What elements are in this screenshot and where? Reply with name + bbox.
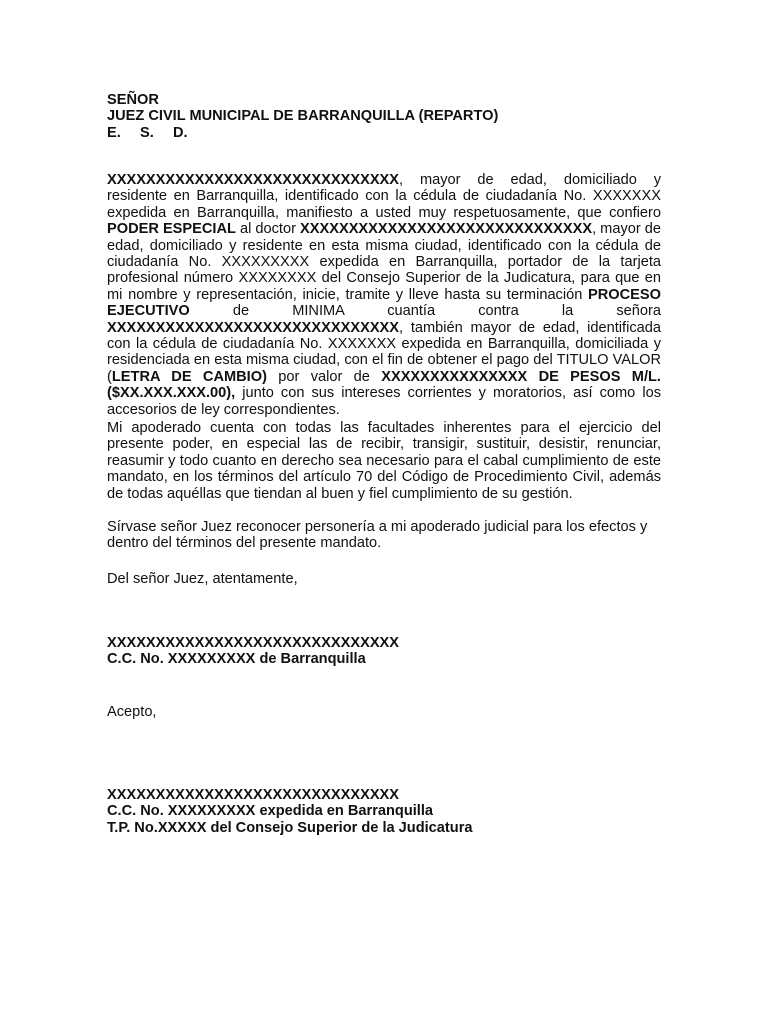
- accept-line: Acepto,: [107, 704, 157, 720]
- paragraph-text: , mayor de edad, domiciliado y residente en Barranquilla, identificado con la cédula de ciudadanía No. XXXXXXX expedida en Barranquilla, manifiesto a usted muy respetuosamente, que confiero: [107, 172, 661, 221]
- signature-block-attorney: [107, 787, 661, 836]
- closing-line: Del señor Juez, atentamente,: [107, 571, 298, 587]
- grantor-id: C.C. No. XXXXXXXXX de Barranquilla: [107, 651, 366, 668]
- esd-line: [107, 125, 661, 141]
- esd-d: D.: [173, 124, 188, 141]
- bold-amount: XXXXXXXXXXXXXXX DE PESOS M/L. ($XX.XXX.XXX.00),: [107, 368, 661, 402]
- bold-proceso-ejecutivo: PROCESO EJECUTIVO: [107, 286, 661, 320]
- signature-block-grantor: [107, 635, 661, 668]
- esd-e: E.: [107, 124, 121, 141]
- addressee-block: [107, 92, 661, 141]
- bold-poder-especial: PODER ESPECIAL: [107, 221, 236, 238]
- paragraph-text: , también mayor de edad, identificada con la cédula de ciudadanía No. XXXXXXX expedida en Barranquilla, domiciliada y residenciada en esta misma ciudad, con el fin de obtener el pago del TITULO VALOR (: [107, 319, 661, 385]
- paragraph-grant: [107, 172, 661, 418]
- paragraph-text: , mayor de edad, domiciliado y residente en esta misma ciudad, identificado con la cédula de ciudadanía No. XXXXXXXXX expedida en Barranquilla, portador de la tarjeta profesional número XXXXXXXX del Consejo Superior de la Judicatura, para que en mi nombre y representación, inicie, tramite y lleve hasta su terminación: [107, 221, 662, 303]
- grantor-name: XXXXXXXXXXXXXXXXXXXXXXXXXXXXXX: [107, 172, 400, 188]
- paragraph-request: Sírvase señor Juez reconocer personería a mi apoderado judicial para los efectos y dentro del términos del presente mandato.: [107, 519, 648, 552]
- bold-letra-de-cambio: LETRA DE CAMBIO): [111, 368, 267, 385]
- addressee-title: SEÑOR: [107, 92, 159, 108]
- attorney-name: XXXXXXXXXXXXXXXXXXXXXXXXXXXXXX: [300, 221, 593, 238]
- attorney-signature-name: XXXXXXXXXXXXXXXXXXXXXXXXXXXXXX: [107, 787, 400, 803]
- paragraph-text: junto con sus intereses corrientes y moratorios, así como los accesorios de ley correspondientes.: [107, 385, 661, 418]
- attorney-professional-card: T.P. No.XXXXX del Consejo Superior de la Judicatura: [107, 819, 473, 836]
- esd-s: S.: [140, 124, 154, 141]
- defendant-name: XXXXXXXXXXXXXXXXXXXXXXXXXXXXXX: [107, 319, 400, 336]
- paragraph-text: por valor de: [266, 368, 382, 385]
- paragraph-powers: Mi apoderado cuenta con todas las facultades inherentes para el ejercicio del presente poder, en especial las de recibir, transigir, sustituir, desistir, renunciar, reasumir y todo cuanto en derecho sea necesario para el cabal cumplimiento de este mandato, en los términos del artículo 70 del Código de Procedimiento Civil, además de todas aquéllas que tiendan al buen y fiel cumplimiento de su gestión.: [107, 420, 661, 502]
- paragraph-text: de MINIMA cuantía contra la señora: [189, 303, 661, 320]
- paragraph-text: al doctor: [235, 221, 301, 238]
- grantor-signature-name: XXXXXXXXXXXXXXXXXXXXXXXXXXXXXX: [107, 635, 400, 651]
- attorney-id: C.C. No. XXXXXXXXX expedida en Barranquilla: [107, 803, 434, 820]
- addressee-court: JUEZ CIVIL MUNICIPAL DE BARRANQUILLA (REPARTO): [107, 108, 499, 125]
